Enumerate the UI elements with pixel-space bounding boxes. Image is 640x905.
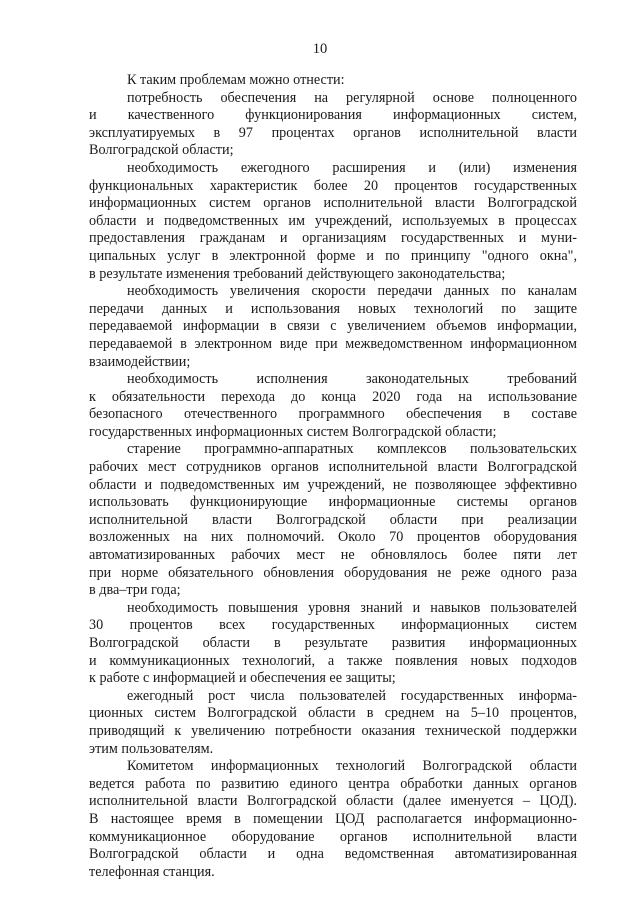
text-line: возложенных на них полномочий. Около 70 процентов оборудования <box>89 529 577 546</box>
text-line: и коммуникационных технологий, а также появления новых подходов <box>89 652 577 669</box>
text-line: предоставления гражданам и организациям государственных и муни- <box>89 230 577 247</box>
text-line: ведется работа по развитию единого центра обработки данных органов <box>89 775 577 792</box>
text-line: к работе с информацией и обеспечения ее защиты; <box>89 670 396 687</box>
text-line: Волгоградской области; <box>89 142 234 159</box>
text-line: государственных информационных систем Волгоградской области; <box>89 423 497 440</box>
document-body <box>89 72 577 881</box>
text-line: рабочих мест сотрудников органов исполнительной власти Волгоградской <box>89 459 577 476</box>
text-line: потребность обеспечения на регулярной основе полноценного <box>127 89 577 106</box>
text-line: в результате изменения требований действующего законодательства; <box>89 265 506 282</box>
text-line: телефонная станция. <box>89 863 215 880</box>
text-line: приводящий к увеличению потребности оказания технической поддержки <box>89 722 577 739</box>
text-line: старение программно-аппаратных комплексов пользовательских <box>127 441 577 458</box>
paragraph <box>89 688 577 758</box>
text-line: автоматизированных рабочих мест не обновлялось более пяти лет <box>89 547 577 564</box>
text-line: к обязательности перехода до конца 2020 года на использование <box>89 388 577 405</box>
text-line: ежегодный рост числа пользователей государственных информа- <box>127 687 577 704</box>
text-line: эксплуатируемых в 97 процентах органов исполнительной власти <box>89 124 577 141</box>
text-line: Волгоградской области и одна ведомственная автоматизированная <box>89 846 577 863</box>
text-line: необходимость увеличения скорости передачи данных по каналам <box>127 283 577 300</box>
text-line: информационных систем органов исполнительной власти Волгоградской <box>89 195 577 212</box>
paragraph <box>89 72 577 90</box>
text-line: исполнительной власти Волгоградской области при реализации <box>89 511 577 528</box>
text-line: использовать функционирующие информационные системы органов <box>89 494 577 511</box>
paragraph <box>89 90 577 160</box>
paragraph <box>89 600 577 688</box>
text-line: 30 процентов всех государственных информационных систем <box>89 617 577 634</box>
text-line: В настоящее время в помещении ЦОД располагается информационно- <box>89 810 577 827</box>
text-line: функциональных характеристик более 20 процентов государственных <box>89 177 577 194</box>
text-line: безопасного отечественного программного обеспечения в составе <box>89 406 577 423</box>
text-line: передаваемой информации в связи с увеличением объемов информации, <box>89 318 577 335</box>
paragraph <box>89 371 577 441</box>
paragraph <box>89 441 577 599</box>
text-line: взаимодействии; <box>89 353 191 370</box>
text-line: передаваемой в электронном виде при межведомственном информационном <box>89 335 577 352</box>
paragraph <box>89 283 577 371</box>
text-line: необходимость ежегодного расширения и (или) изменения <box>127 159 577 176</box>
text-line: исполнительной власти Волгоградской области (далее именуется – ЦОД). <box>89 793 577 810</box>
text-line: передачи данных и использования новых технологий по защите <box>89 300 577 317</box>
text-line: Волгоградской области в результате развития информационных <box>89 635 577 651</box>
text-line: ционных систем Волгоградской области в среднем на 5–10 процентов, <box>89 705 577 722</box>
paragraph <box>89 758 577 881</box>
text-line: и качественного функционирования информационных систем, <box>89 107 577 124</box>
text-line: коммуникационное оборудование органов исполнительной власти <box>89 828 577 845</box>
text-line: К таким проблемам можно отнести: <box>127 72 345 88</box>
text-line: области и подведомственных им учреждений, используемых в процессах <box>89 212 577 229</box>
page-number: 10 <box>312 41 328 57</box>
text-line: необходимость исполнения законодательных требований <box>127 371 577 388</box>
text-line: этим пользователям. <box>89 740 214 757</box>
text-line: необходимость повышения уровня знаний и навыков пользователей <box>127 599 577 616</box>
text-line: при норме обязательного обновления оборудования не реже одного раза <box>89 564 577 581</box>
text-line: области и подведомственных им учреждений, не позволяющее эффективно <box>89 476 577 493</box>
paragraph <box>89 160 577 283</box>
text-line: ципальных услуг в электронной форме и по принципу "одного окна", <box>89 247 577 264</box>
text-line: в два–три года; <box>89 582 181 599</box>
text-line: Комитетом информационных технологий Волгоградской области <box>127 758 577 775</box>
